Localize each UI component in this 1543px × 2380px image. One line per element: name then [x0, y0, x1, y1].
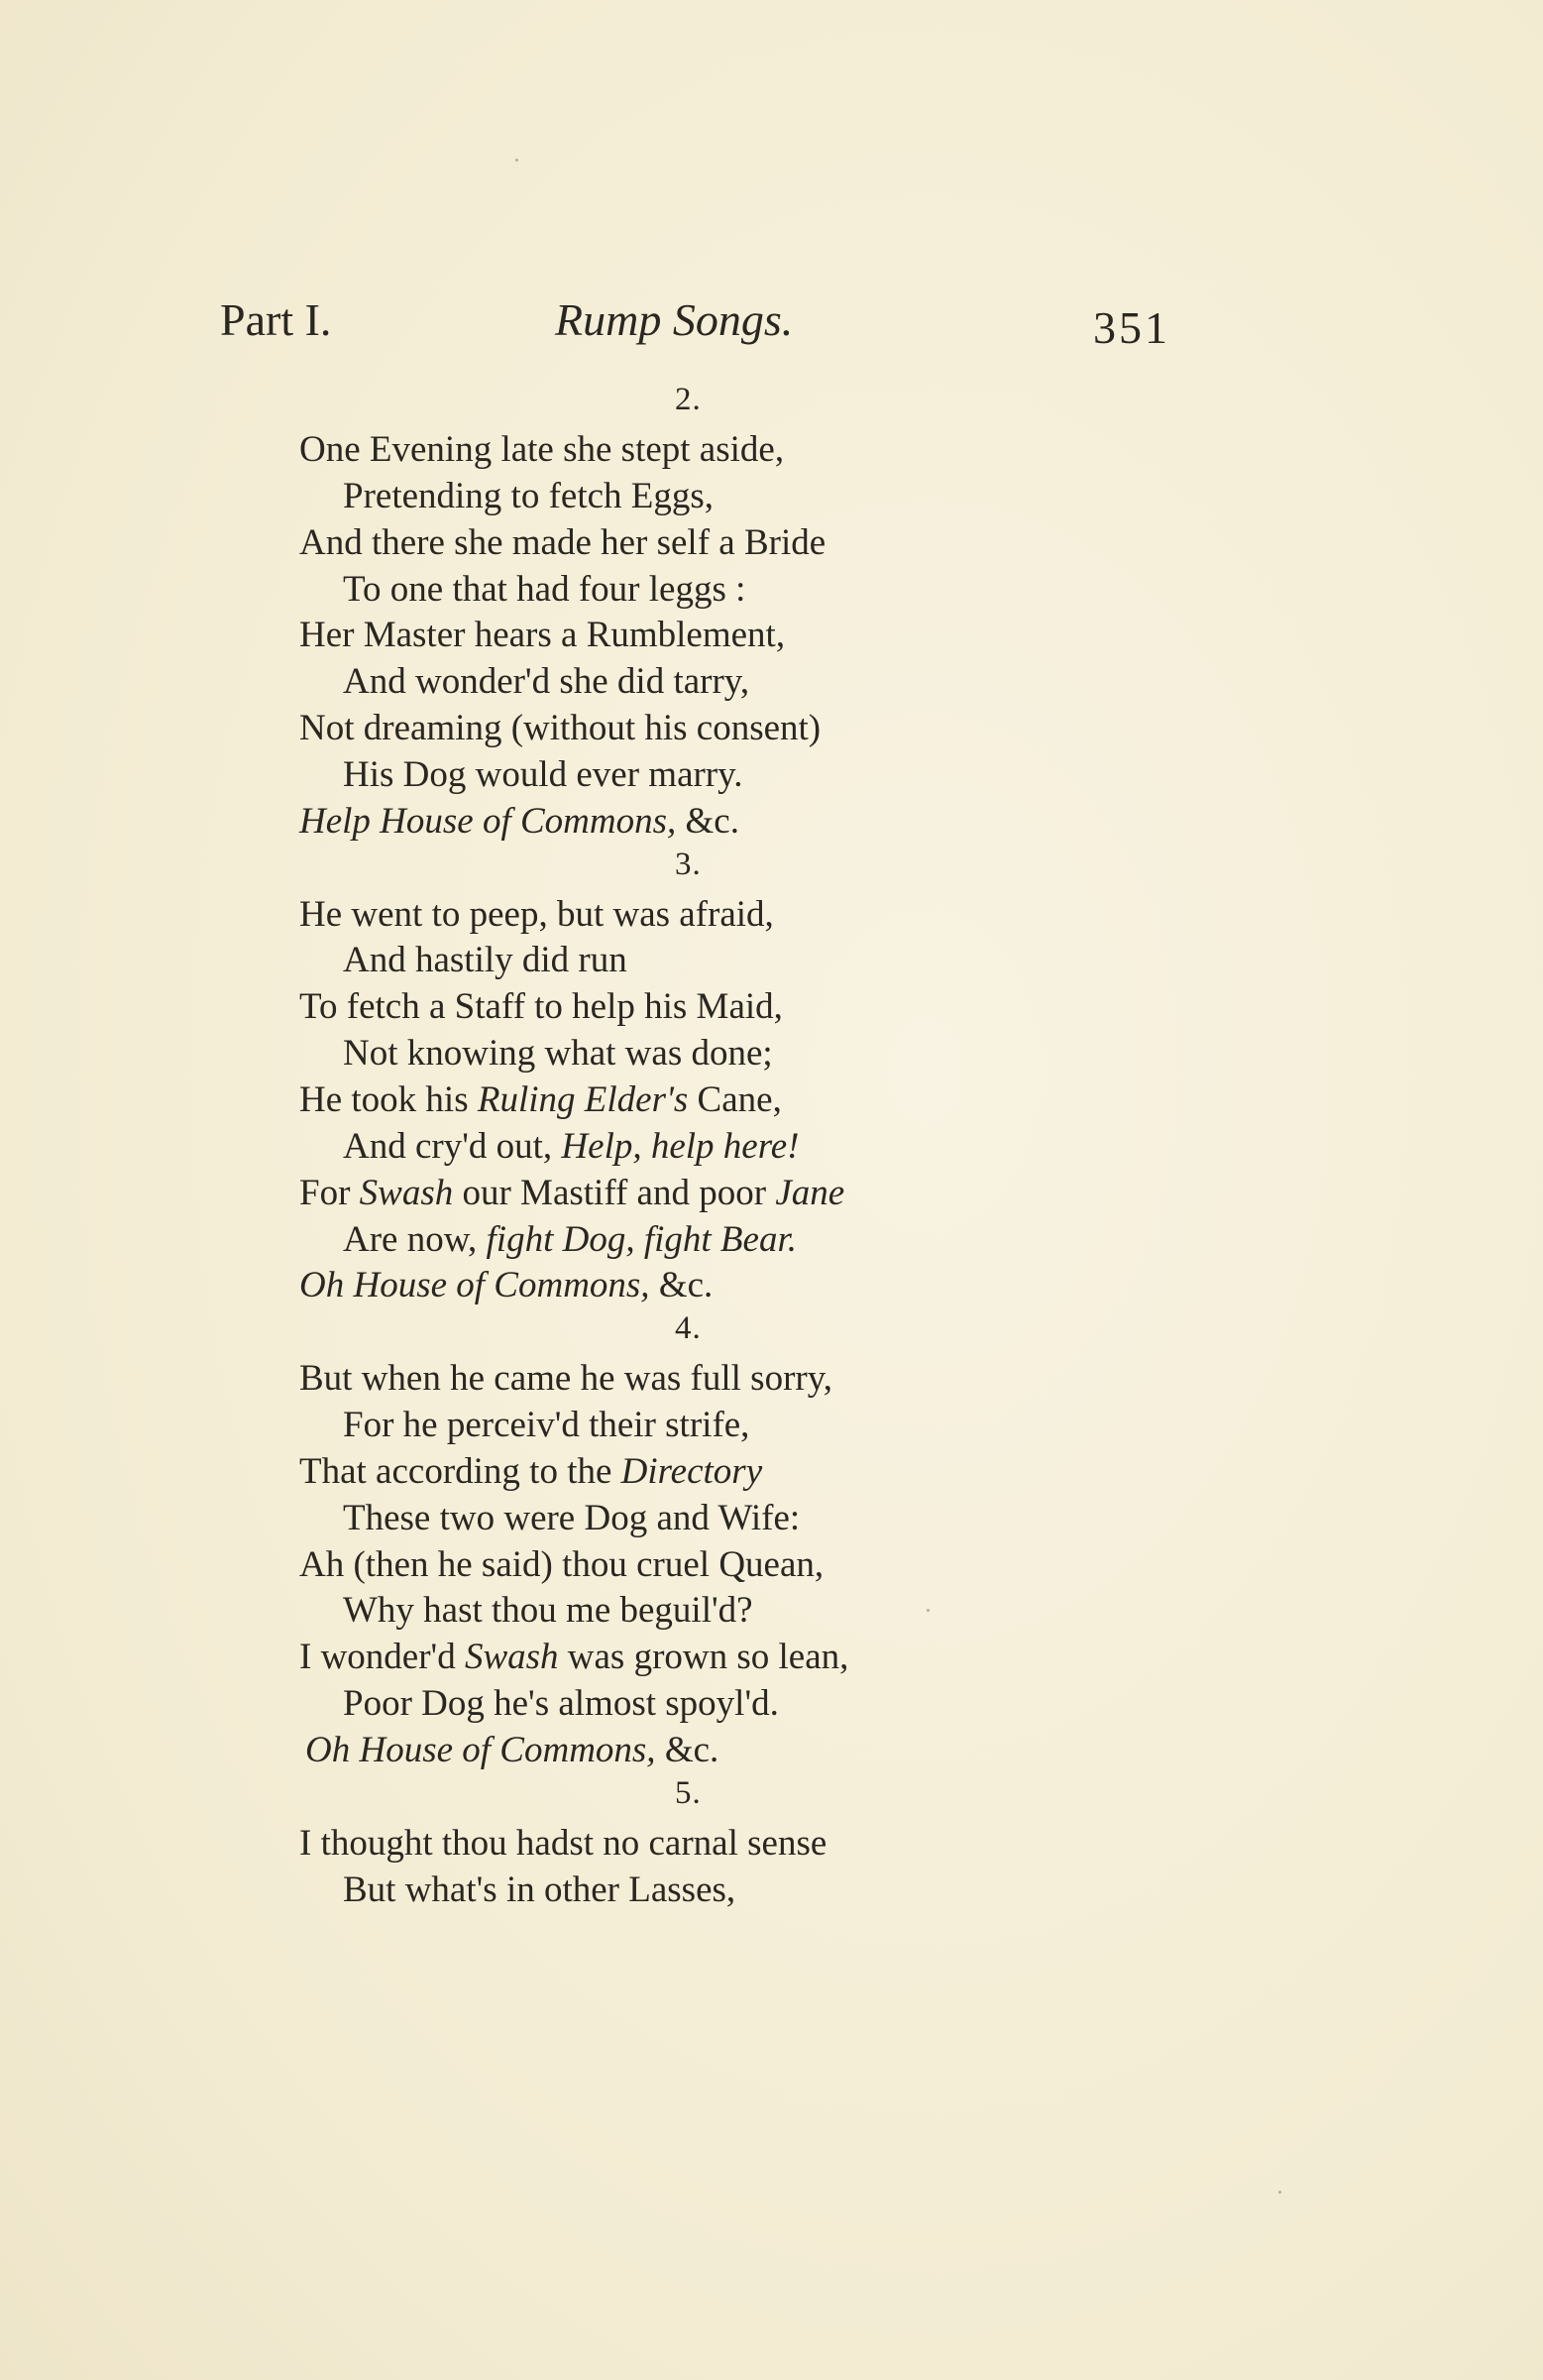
verse-line	[299, 1172, 844, 1214]
italic-text: Swash	[359, 1173, 454, 1213]
text: our Mastiff and poor	[453, 1173, 776, 1213]
chorus-etc: &c.	[676, 801, 739, 842]
paper-speck	[927, 1609, 930, 1612]
verse-line: And hastily did run	[343, 940, 627, 980]
text: Cane,	[688, 1079, 782, 1120]
verse-line	[343, 1125, 800, 1168]
chorus-italic: Oh House of Commons,	[299, 1265, 650, 1305]
chorus-italic: Oh House of Commons,	[305, 1730, 656, 1770]
text: I wonder'd	[299, 1637, 465, 1677]
verse-line: And there she made her self a Bride	[299, 522, 827, 563]
chorus-etc: &c.	[649, 1265, 714, 1305]
italic-text: Ruling Elder's	[477, 1079, 689, 1120]
text: Are now,	[343, 1219, 487, 1260]
stanza-number: 2.	[675, 382, 702, 417]
verse-line: For he perceiv'd their strife,	[343, 1405, 750, 1445]
verse-line: His Dog would ever marry.	[343, 754, 743, 795]
stanza-number: 5.	[675, 1775, 702, 1811]
verse-line: He went to peep, but was afraid,	[299, 894, 774, 935]
text: That according to the	[299, 1451, 621, 1492]
text: And cry'd out,	[343, 1126, 562, 1167]
verse-line	[299, 1450, 762, 1493]
verse-line: Poor Dog he's almost spoyl'd.	[343, 1683, 779, 1724]
verse-line: These two were Dog and Wife:	[343, 1498, 801, 1538]
paper-speck	[515, 159, 518, 162]
verse-line: Not dreaming (without his consent)	[299, 708, 822, 748]
verse-line: Pretending to fetch Eggs,	[343, 476, 715, 516]
verse-line: But what's in other Lasses,	[343, 1870, 736, 1910]
stanza-number: 4.	[675, 1310, 702, 1346]
page-number: 351	[1093, 302, 1170, 353]
verse-line: To fetch a Staff to help his Maid,	[299, 986, 783, 1027]
verse-line: Ah (then he said) thou cruel Quean,	[299, 1544, 825, 1585]
chorus-line	[299, 800, 739, 843]
italic-text: Help, help here!	[561, 1126, 800, 1167]
paper-speck	[1278, 2191, 1281, 2194]
chorus-italic: Help House of Commons,	[299, 801, 677, 842]
text: For	[299, 1173, 360, 1213]
running-header	[0, 287, 1543, 367]
verse-line: Why hast thou me beguil'd?	[343, 1590, 753, 1631]
italic-text: Jane	[775, 1173, 845, 1213]
chorus-line	[299, 1264, 713, 1306]
chorus-line	[305, 1729, 718, 1771]
running-title: Rump Songs.	[555, 294, 794, 345]
chorus-etc: &c.	[655, 1730, 719, 1770]
verse-line: To one that had four leggs :	[343, 569, 746, 610]
verse-line: Not knowing what was done;	[343, 1033, 773, 1074]
italic-text: Directory	[620, 1451, 763, 1492]
verse-line: One Evening late she stept aside,	[299, 429, 785, 470]
stanza-number: 3.	[675, 847, 702, 882]
verse-line: And wonder'd she did tarry,	[343, 661, 750, 702]
italic-text: fight Dog, fight Bear.	[486, 1219, 798, 1260]
verse-line: Her Master hears a Rumblement,	[299, 615, 786, 655]
text: He took his	[299, 1079, 478, 1120]
verse-line	[343, 1218, 797, 1261]
text: was grown so lean,	[558, 1637, 849, 1677]
verse-line: But when he came he was full sorry,	[299, 1358, 833, 1399]
italic-text: Swash	[464, 1637, 559, 1677]
verse-line	[299, 1636, 848, 1678]
verse-line: I thought thou hadst no carnal sense	[299, 1823, 827, 1864]
part-label: Part I.	[220, 294, 332, 345]
verse-line	[299, 1078, 782, 1121]
